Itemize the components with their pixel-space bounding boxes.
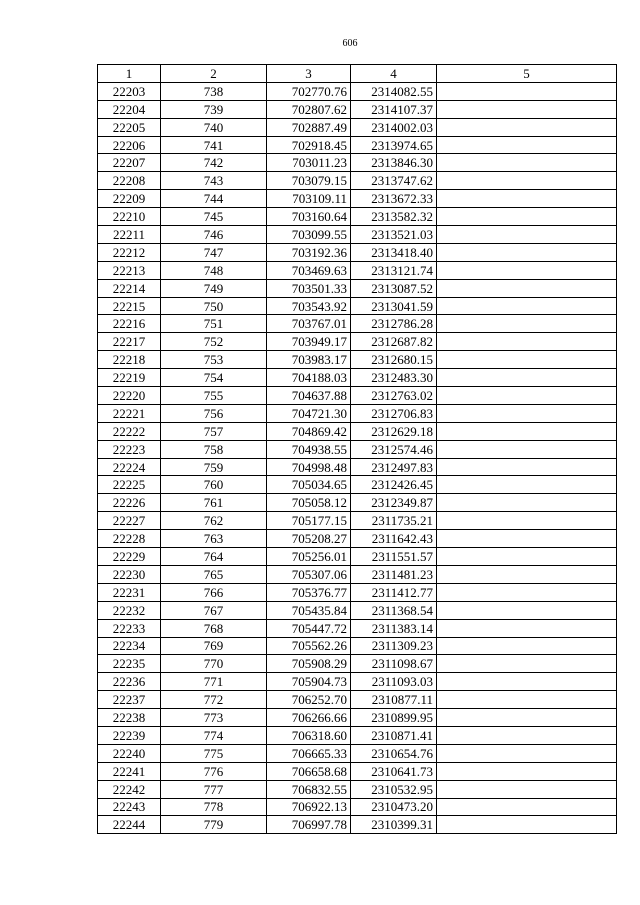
table-cell: 704637.88 (267, 387, 351, 405)
table-cell: 703949.17 (267, 333, 351, 351)
table-cell: 2310899.95 (351, 709, 437, 727)
table-cell: 746 (161, 226, 267, 244)
table-cell: 705177.15 (267, 512, 351, 530)
table-cell (437, 404, 617, 422)
table-cell: 2312629.18 (351, 422, 437, 440)
table-cell: 2313041.59 (351, 297, 437, 315)
table-cell (437, 780, 617, 798)
table-cell (437, 369, 617, 387)
table-cell: 704188.03 (267, 369, 351, 387)
table-row (98, 369, 617, 387)
table-cell: 747 (161, 243, 267, 261)
table-row (98, 726, 617, 744)
table-cell: 2311481.23 (351, 565, 437, 583)
table-cell: 2312574.46 (351, 440, 437, 458)
table-cell: 754 (161, 369, 267, 387)
table-row (98, 691, 617, 709)
table-cell (437, 208, 617, 226)
table-cell: 22236 (98, 673, 161, 691)
header-cell: 1 (98, 65, 161, 83)
table-cell: 2314107.37 (351, 100, 437, 118)
table-cell: 748 (161, 261, 267, 279)
table-cell: 22222 (98, 422, 161, 440)
table-cell: 705034.65 (267, 476, 351, 494)
table-row (98, 548, 617, 566)
table-cell: 703160.64 (267, 208, 351, 226)
table-row (98, 583, 617, 601)
table-cell (437, 583, 617, 601)
table-cell: 2312483.30 (351, 369, 437, 387)
table-cell: 702918.45 (267, 136, 351, 154)
table-cell: 22217 (98, 333, 161, 351)
table-cell (437, 190, 617, 208)
table-row (98, 261, 617, 279)
table-cell: 22227 (98, 512, 161, 530)
table-cell: 706658.68 (267, 762, 351, 780)
table-row (98, 118, 617, 136)
table-cell: 22240 (98, 744, 161, 762)
table-row (98, 601, 617, 619)
table-cell: 764 (161, 548, 267, 566)
table-row (98, 655, 617, 673)
table-cell (437, 261, 617, 279)
table-cell: 2313582.32 (351, 208, 437, 226)
table-cell (437, 279, 617, 297)
table-cell: 22243 (98, 798, 161, 816)
table-row (98, 226, 617, 244)
table-cell: 705376.77 (267, 583, 351, 601)
table-cell: 757 (161, 422, 267, 440)
table-cell: 756 (161, 404, 267, 422)
table-row (98, 762, 617, 780)
table-cell: 22205 (98, 118, 161, 136)
table-row (98, 494, 617, 512)
table-cell: 22207 (98, 154, 161, 172)
table-row (98, 136, 617, 154)
table-cell: 706832.55 (267, 780, 351, 798)
table-cell (437, 548, 617, 566)
table-cell: 706665.33 (267, 744, 351, 762)
table-cell (437, 655, 617, 673)
table-cell (437, 673, 617, 691)
table-cell: 2310473.20 (351, 798, 437, 816)
header-cell: 5 (437, 65, 617, 83)
table-cell (437, 422, 617, 440)
table-cell (437, 458, 617, 476)
table-cell: 22208 (98, 172, 161, 190)
table-cell: 767 (161, 601, 267, 619)
table-cell (437, 476, 617, 494)
table-cell: 742 (161, 154, 267, 172)
table-cell: 703011.23 (267, 154, 351, 172)
table-cell: 22231 (98, 583, 161, 601)
table-cell: 22230 (98, 565, 161, 583)
table-cell: 703079.15 (267, 172, 351, 190)
table-cell: 755 (161, 387, 267, 405)
table-cell (437, 315, 617, 333)
table-cell (437, 243, 617, 261)
table-cell: 22212 (98, 243, 161, 261)
table-cell: 750 (161, 297, 267, 315)
header-cell: 2 (161, 65, 267, 83)
table-cell: 777 (161, 780, 267, 798)
table-cell: 2311309.23 (351, 637, 437, 655)
table-cell: 22216 (98, 315, 161, 333)
table-row (98, 458, 617, 476)
table-cell: 2311412.77 (351, 583, 437, 601)
table-cell (437, 691, 617, 709)
table-cell: 2312687.82 (351, 333, 437, 351)
table-cell: 22242 (98, 780, 161, 798)
table-cell (437, 709, 617, 727)
table-row (98, 172, 617, 190)
table-cell: 2312497.83 (351, 458, 437, 476)
table-cell: 22226 (98, 494, 161, 512)
header-row (98, 65, 617, 83)
table-cell (437, 172, 617, 190)
table-row (98, 709, 617, 727)
table-row (98, 208, 617, 226)
table-cell: 22206 (98, 136, 161, 154)
table-cell: 22218 (98, 351, 161, 369)
table-cell: 2311735.21 (351, 512, 437, 530)
table-cell: 22234 (98, 637, 161, 655)
table-cell: 2311551.57 (351, 548, 437, 566)
table-cell: 2313974.65 (351, 136, 437, 154)
table-cell: 2313747.62 (351, 172, 437, 190)
table-cell: 738 (161, 82, 267, 100)
table-cell: 702770.76 (267, 82, 351, 100)
table-row (98, 476, 617, 494)
table-cell: 2313418.40 (351, 243, 437, 261)
table-cell: 705307.06 (267, 565, 351, 583)
table-cell: 703109.11 (267, 190, 351, 208)
table-cell: 2310654.76 (351, 744, 437, 762)
table-cell: 706266.66 (267, 709, 351, 727)
table-row (98, 387, 617, 405)
table-cell: 22209 (98, 190, 161, 208)
table-cell: 22239 (98, 726, 161, 744)
table-cell: 740 (161, 118, 267, 136)
table-cell: 705447.72 (267, 619, 351, 637)
table-cell: 2313846.30 (351, 154, 437, 172)
table-cell: 762 (161, 512, 267, 530)
table-cell: 705256.01 (267, 548, 351, 566)
table-cell: 2310641.73 (351, 762, 437, 780)
table-row (98, 279, 617, 297)
table-cell: 703192.36 (267, 243, 351, 261)
table-cell: 22203 (98, 82, 161, 100)
table-cell: 705562.26 (267, 637, 351, 655)
table-cell: 2314002.03 (351, 118, 437, 136)
table-cell: 702807.62 (267, 100, 351, 118)
table-cell: 2310877.11 (351, 691, 437, 709)
table-cell: 22223 (98, 440, 161, 458)
table-cell (437, 619, 617, 637)
table-cell (437, 530, 617, 548)
table-cell: 770 (161, 655, 267, 673)
table-cell: 2312349.87 (351, 494, 437, 512)
table-row (98, 440, 617, 458)
table-row (98, 190, 617, 208)
table-cell: 703543.92 (267, 297, 351, 315)
table-cell: 778 (161, 798, 267, 816)
table-cell: 752 (161, 333, 267, 351)
table-cell: 705058.12 (267, 494, 351, 512)
table-cell: 744 (161, 190, 267, 208)
table-cell: 773 (161, 709, 267, 727)
table-row (98, 565, 617, 583)
table-row (98, 816, 617, 834)
table-cell: 2311098.67 (351, 655, 437, 673)
table-cell: 704938.55 (267, 440, 351, 458)
table-cell (437, 798, 617, 816)
table-cell: 775 (161, 744, 267, 762)
table-cell: 22214 (98, 279, 161, 297)
table-row (98, 673, 617, 691)
table-cell: 2312706.83 (351, 404, 437, 422)
table-cell: 22228 (98, 530, 161, 548)
table-cell: 703469.63 (267, 261, 351, 279)
table-row (98, 780, 617, 798)
table-cell: 765 (161, 565, 267, 583)
table-row (98, 744, 617, 762)
table-cell: 2312786.28 (351, 315, 437, 333)
table-cell: 22221 (98, 404, 161, 422)
table-row (98, 100, 617, 118)
table-cell (437, 154, 617, 172)
table-cell: 760 (161, 476, 267, 494)
table-cell (437, 512, 617, 530)
table-cell: 22244 (98, 816, 161, 834)
table-cell: 22238 (98, 709, 161, 727)
table-cell: 706252.70 (267, 691, 351, 709)
table-cell (437, 726, 617, 744)
table-cell: 22237 (98, 691, 161, 709)
table-row (98, 637, 617, 655)
table-cell: 22213 (98, 261, 161, 279)
table-cell: 2310871.41 (351, 726, 437, 744)
table-row (98, 422, 617, 440)
table-cell (437, 816, 617, 834)
table-cell: 749 (161, 279, 267, 297)
table-cell: 774 (161, 726, 267, 744)
table-cell: 22210 (98, 208, 161, 226)
table-row (98, 512, 617, 530)
table-row (98, 530, 617, 548)
table-cell: 22215 (98, 297, 161, 315)
table-cell: 704721.30 (267, 404, 351, 422)
table-cell (437, 226, 617, 244)
table-cell (437, 565, 617, 583)
table-cell: 703501.33 (267, 279, 351, 297)
table-cell: 22224 (98, 458, 161, 476)
table-cell: 763 (161, 530, 267, 548)
table-cell: 771 (161, 673, 267, 691)
table-cell: 22204 (98, 100, 161, 118)
table-cell (437, 118, 617, 136)
table-cell: 2311642.43 (351, 530, 437, 548)
table-cell: 705908.29 (267, 655, 351, 673)
table-row (98, 82, 617, 100)
table-cell: 22220 (98, 387, 161, 405)
table-cell: 22229 (98, 548, 161, 566)
table-cell (437, 136, 617, 154)
table-cell (437, 637, 617, 655)
table-cell: 2311368.54 (351, 601, 437, 619)
table-cell (437, 440, 617, 458)
table-cell: 2312763.02 (351, 387, 437, 405)
table-cell: 766 (161, 583, 267, 601)
table-cell: 2310399.31 (351, 816, 437, 834)
table-cell: 2310532.95 (351, 780, 437, 798)
table-cell: 743 (161, 172, 267, 190)
table-cell: 704869.42 (267, 422, 351, 440)
table-cell: 2311093.03 (351, 673, 437, 691)
table-cell: 706318.60 (267, 726, 351, 744)
table-row (98, 297, 617, 315)
table-cell (437, 82, 617, 100)
table-cell: 2313087.52 (351, 279, 437, 297)
table-row (98, 154, 617, 172)
table-cell: 2312680.15 (351, 351, 437, 369)
page-number: 606 (342, 38, 358, 49)
table-cell: 745 (161, 208, 267, 226)
table-cell: 2313672.33 (351, 190, 437, 208)
table-cell: 703099.55 (267, 226, 351, 244)
table-cell: 2314082.55 (351, 82, 437, 100)
table-cell: 22232 (98, 601, 161, 619)
table-cell: 706922.13 (267, 798, 351, 816)
table-cell: 751 (161, 315, 267, 333)
table-row (98, 798, 617, 816)
table-cell: 753 (161, 351, 267, 369)
table-cell: 758 (161, 440, 267, 458)
table-cell: 769 (161, 637, 267, 655)
table-cell: 772 (161, 691, 267, 709)
table-cell: 741 (161, 136, 267, 154)
table-row (98, 351, 617, 369)
table-cell: 2312426.45 (351, 476, 437, 494)
table-cell: 22225 (98, 476, 161, 494)
table-cell: 22241 (98, 762, 161, 780)
table-cell (437, 494, 617, 512)
table-cell: 779 (161, 816, 267, 834)
table-cell: 705208.27 (267, 530, 351, 548)
table-cell (437, 100, 617, 118)
table-row (98, 333, 617, 351)
table-cell: 705904.73 (267, 673, 351, 691)
table-cell (437, 297, 617, 315)
table-row (98, 315, 617, 333)
table-cell: 703983.17 (267, 351, 351, 369)
table-cell: 22211 (98, 226, 161, 244)
table-cell (437, 744, 617, 762)
table-cell (437, 762, 617, 780)
table-cell: 2313521.03 (351, 226, 437, 244)
table-row (98, 619, 617, 637)
table-row (98, 243, 617, 261)
table-cell: 761 (161, 494, 267, 512)
table-cell: 702887.49 (267, 118, 351, 136)
table-cell: 705435.84 (267, 601, 351, 619)
table-cell: 22219 (98, 369, 161, 387)
table-cell (437, 351, 617, 369)
table-row (98, 404, 617, 422)
table-cell: 739 (161, 100, 267, 118)
table-cell: 22235 (98, 655, 161, 673)
table-cell: 2311383.14 (351, 619, 437, 637)
header-cell: 4 (351, 65, 437, 83)
table-cell: 704998.48 (267, 458, 351, 476)
table-cell: 759 (161, 458, 267, 476)
table-cell: 22233 (98, 619, 161, 637)
header-cell: 3 (267, 65, 351, 83)
table-cell: 768 (161, 619, 267, 637)
table-cell: 706997.78 (267, 816, 351, 834)
table-cell: 776 (161, 762, 267, 780)
table-cell (437, 333, 617, 351)
table-cell: 2313121.74 (351, 261, 437, 279)
table-cell (437, 387, 617, 405)
coordinates-table (97, 64, 617, 834)
table-cell: 703767.01 (267, 315, 351, 333)
table-cell (437, 601, 617, 619)
